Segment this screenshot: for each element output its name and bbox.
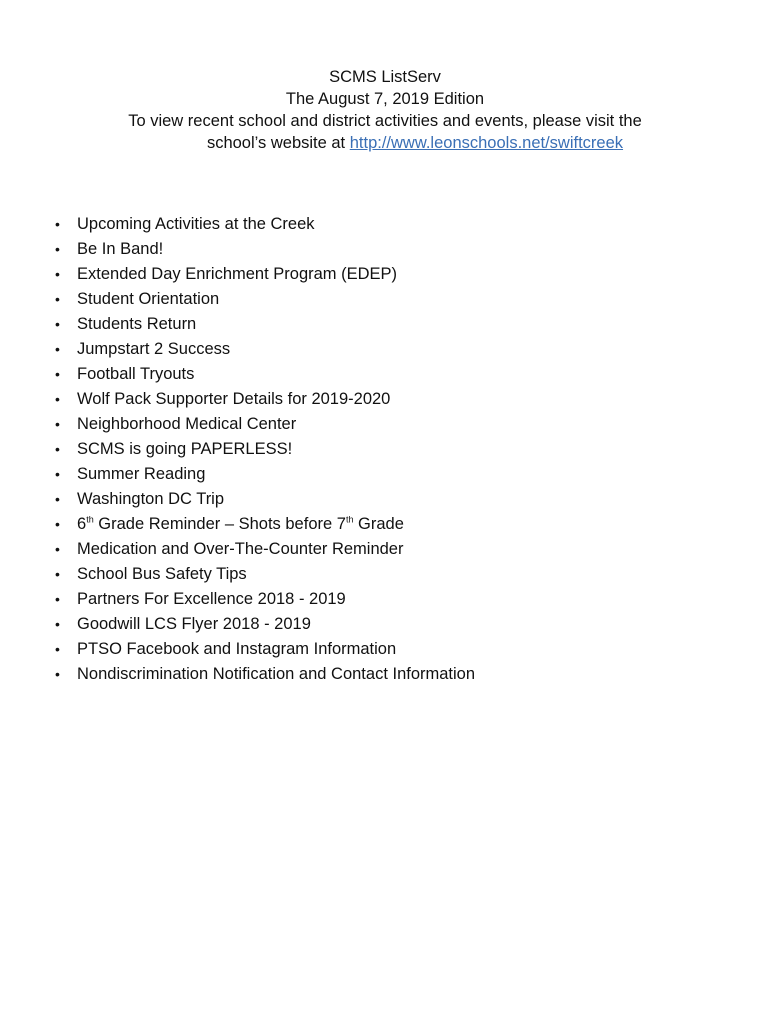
bullet-icon: • [55, 566, 60, 582]
listserv-header [0, 66, 770, 154]
topic-list-item[interactable] [0, 387, 475, 412]
bullet-icon: • [55, 316, 60, 332]
bullet-icon: • [55, 491, 60, 507]
topic-list-item[interactable] [0, 662, 475, 687]
topic-list-item[interactable] [0, 537, 475, 562]
topic-list-item[interactable] [0, 437, 475, 462]
topic-label-part: Grade Reminder – Shots before 7 [93, 515, 346, 533]
bullet-icon: • [55, 216, 60, 232]
topic-list-item[interactable] [0, 362, 475, 387]
topic-list-item[interactable] [0, 262, 475, 287]
topic-list-item[interactable] [0, 212, 475, 237]
topic-list-item[interactable] [0, 462, 475, 487]
topic-label: Jumpstart 2 Success [77, 340, 231, 358]
bullet-icon: • [55, 466, 60, 482]
bullet-icon: • [55, 366, 60, 382]
topic-list-item[interactable] [0, 287, 475, 312]
topic-list-item[interactable] [0, 562, 475, 587]
bullet-icon: • [55, 291, 60, 307]
bullet-icon: • [55, 266, 60, 282]
topic-list-item[interactable] [0, 512, 475, 537]
topic-label: Student Orientation [77, 290, 220, 308]
topic-label: Football Tryouts [77, 365, 195, 383]
topic-label: Upcoming Activities at the Creek [77, 215, 315, 233]
topic-label: Summer Reading [77, 465, 206, 483]
topic-label: School Bus Safety Tips [77, 565, 247, 583]
topic-label: Extended Day Enrichment Program (EDEP) [77, 265, 398, 283]
topic-label: PTSO Facebook and Instagram Information [77, 640, 397, 658]
topic-label: Neighborhood Medical Center [77, 415, 297, 433]
topic-label: Students Return [77, 315, 197, 333]
school-website-link[interactable]: http://www.leonschools.net/swiftcreek [349, 134, 624, 152]
topic-label: Washington DC Trip [77, 490, 225, 508]
topics-list [0, 212, 475, 687]
topic-label: Goodwill LCS Flyer 2018 - 2019 [77, 615, 311, 633]
bullet-icon: • [55, 416, 60, 432]
ordinal-suffix: th [345, 514, 354, 525]
topic-label: SCMS is going PAPERLESS! [77, 440, 293, 458]
topic-list-item[interactable] [0, 587, 475, 612]
ordinal-suffix: th [86, 514, 94, 525]
bullet-icon: • [55, 616, 60, 632]
bullet-icon: • [55, 441, 60, 457]
topic-list-item[interactable] [0, 337, 475, 362]
bullet-icon: • [55, 391, 60, 407]
bullet-icon: • [55, 516, 60, 532]
topic-list-item[interactable] [0, 312, 475, 337]
topic-list-item[interactable] [0, 237, 475, 262]
visit-instructions-line-1: To view recent school and district activities and events, please visit the [128, 112, 642, 130]
bullet-icon: • [55, 541, 60, 557]
topic-label: Medication and Over-The-Counter Reminder [77, 540, 404, 558]
bullet-icon: • [55, 591, 60, 607]
topic-label: Be In Band! [77, 240, 164, 258]
topic-list-item[interactable] [0, 637, 475, 662]
topic-label: Nondiscrimination Notification and Contact Information [77, 665, 476, 683]
bullet-icon: • [55, 641, 60, 657]
topic-list-item[interactable] [0, 487, 475, 512]
visit-instructions-prefix: school’s website at [206, 134, 350, 152]
edition-date: The August 7, 2019 Edition [285, 90, 485, 108]
topic-label-part: Grade [353, 515, 404, 533]
bullet-icon: • [55, 241, 60, 257]
topic-list-item[interactable] [0, 612, 475, 637]
topic-list-item[interactable] [0, 412, 475, 437]
topic-label: Wolf Pack Supporter Details for 2019-2020 [77, 390, 391, 408]
topic-label-part: 6 [77, 515, 87, 533]
bullet-icon: • [55, 666, 60, 682]
topic-label: Partners For Excellence 2018 - 2019 [77, 590, 346, 608]
topic-label [77, 515, 404, 533]
page-title: SCMS ListServ [329, 68, 441, 86]
visit-instructions-line-2 [0, 132, 770, 154]
bullet-icon: • [55, 341, 60, 357]
